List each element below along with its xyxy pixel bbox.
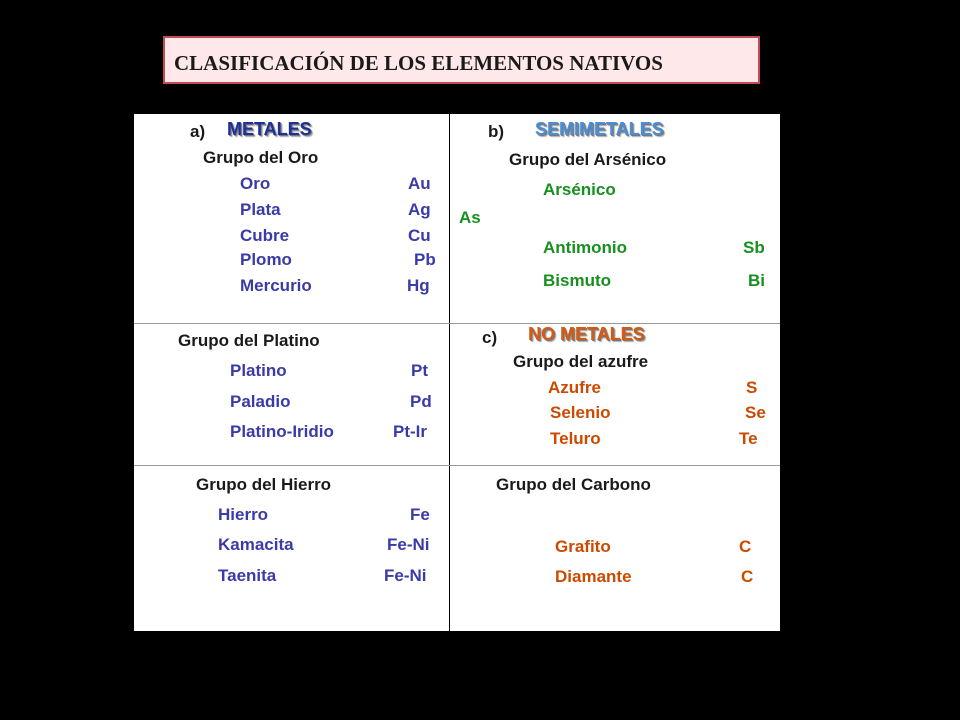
element-symbol-c-diamante: C (741, 567, 754, 586)
hierro-group-title: Grupo del Hierro (196, 475, 332, 494)
element-symbol-fe-ni-kamacita: Fe-Ni (387, 535, 430, 554)
element-name-diamante: Diamante (555, 567, 632, 586)
element-symbol-pt-ir: Pt-Ir (393, 422, 427, 441)
element-symbol-bi: Bi (748, 271, 765, 290)
no-metales-letter: c) (482, 328, 498, 347)
element-symbol-cu: Cu (408, 226, 431, 245)
element-name-cubre: Cubre (240, 226, 290, 245)
element-name-platino-iridio: Platino-Iridio (230, 422, 334, 441)
element-symbol-sb: Sb (743, 238, 765, 257)
element-symbol-pd: Pd (410, 392, 432, 411)
carbono-group-title: Grupo del Carbono (496, 475, 651, 494)
element-symbol-fe-ni-taenita: Fe-Ni (384, 566, 427, 585)
oro-group-title: Grupo del Oro (203, 148, 319, 167)
page-title: CLASIFICACIÓN DE LOS ELEMENTOS NATIVOS (174, 51, 663, 75)
element-name-grafito: Grafito (555, 537, 611, 556)
element-name-antimonio: Antimonio (543, 238, 628, 257)
element-name-arsenico: Arsénico (543, 180, 616, 199)
semimetales-heading: SEMIMETALES (535, 119, 664, 139)
element-symbol-au: Au (408, 174, 431, 193)
element-name-teluro: Teluro (550, 429, 601, 448)
element-symbol-se: Se (745, 403, 766, 422)
element-name-selenio: Selenio (550, 403, 611, 422)
element-name-plomo: Plomo (240, 250, 292, 269)
element-name-azufre: Azufre (548, 378, 601, 397)
semimetales-letter: b) (488, 122, 505, 141)
element-symbol-te: Te (739, 429, 758, 448)
platino-group-title: Grupo del Platino (178, 331, 320, 350)
element-symbol-pb: Pb (414, 250, 436, 269)
element-name-paladio: Paladio (230, 392, 291, 411)
element-symbol-hg: Hg (407, 276, 430, 295)
element-name-taenita: Taenita (218, 566, 277, 585)
no-metales-heading: NO METALES (528, 324, 645, 344)
element-name-bismuto: Bismuto (543, 271, 611, 290)
metales-letter: a) (190, 122, 206, 141)
column-divider (449, 114, 450, 631)
element-name-oro: Oro (240, 174, 271, 193)
element-name-mercurio: Mercurio (240, 276, 312, 295)
element-name-platino: Platino (230, 361, 287, 380)
row-divider-1 (134, 323, 780, 324)
element-name-kamacita: Kamacita (218, 535, 294, 554)
element-symbol-s: S (746, 378, 758, 397)
element-symbol-as: As (459, 208, 481, 227)
row-divider-2 (134, 465, 780, 466)
classification-table (134, 114, 780, 631)
element-symbol-c-grafito: C (739, 537, 752, 556)
element-symbol-pt: Pt (411, 361, 428, 380)
element-symbol-ag: Ag (408, 200, 431, 219)
element-name-hierro: Hierro (218, 505, 269, 524)
metales-heading: METALES (227, 119, 312, 139)
element-name-plata: Plata (240, 200, 281, 219)
arsenico-group-title: Grupo del Arsénico (509, 150, 667, 169)
azufre-group-title: Grupo del azufre (513, 352, 649, 371)
element-symbol-fe: Fe (410, 505, 430, 524)
title-box (163, 36, 760, 84)
